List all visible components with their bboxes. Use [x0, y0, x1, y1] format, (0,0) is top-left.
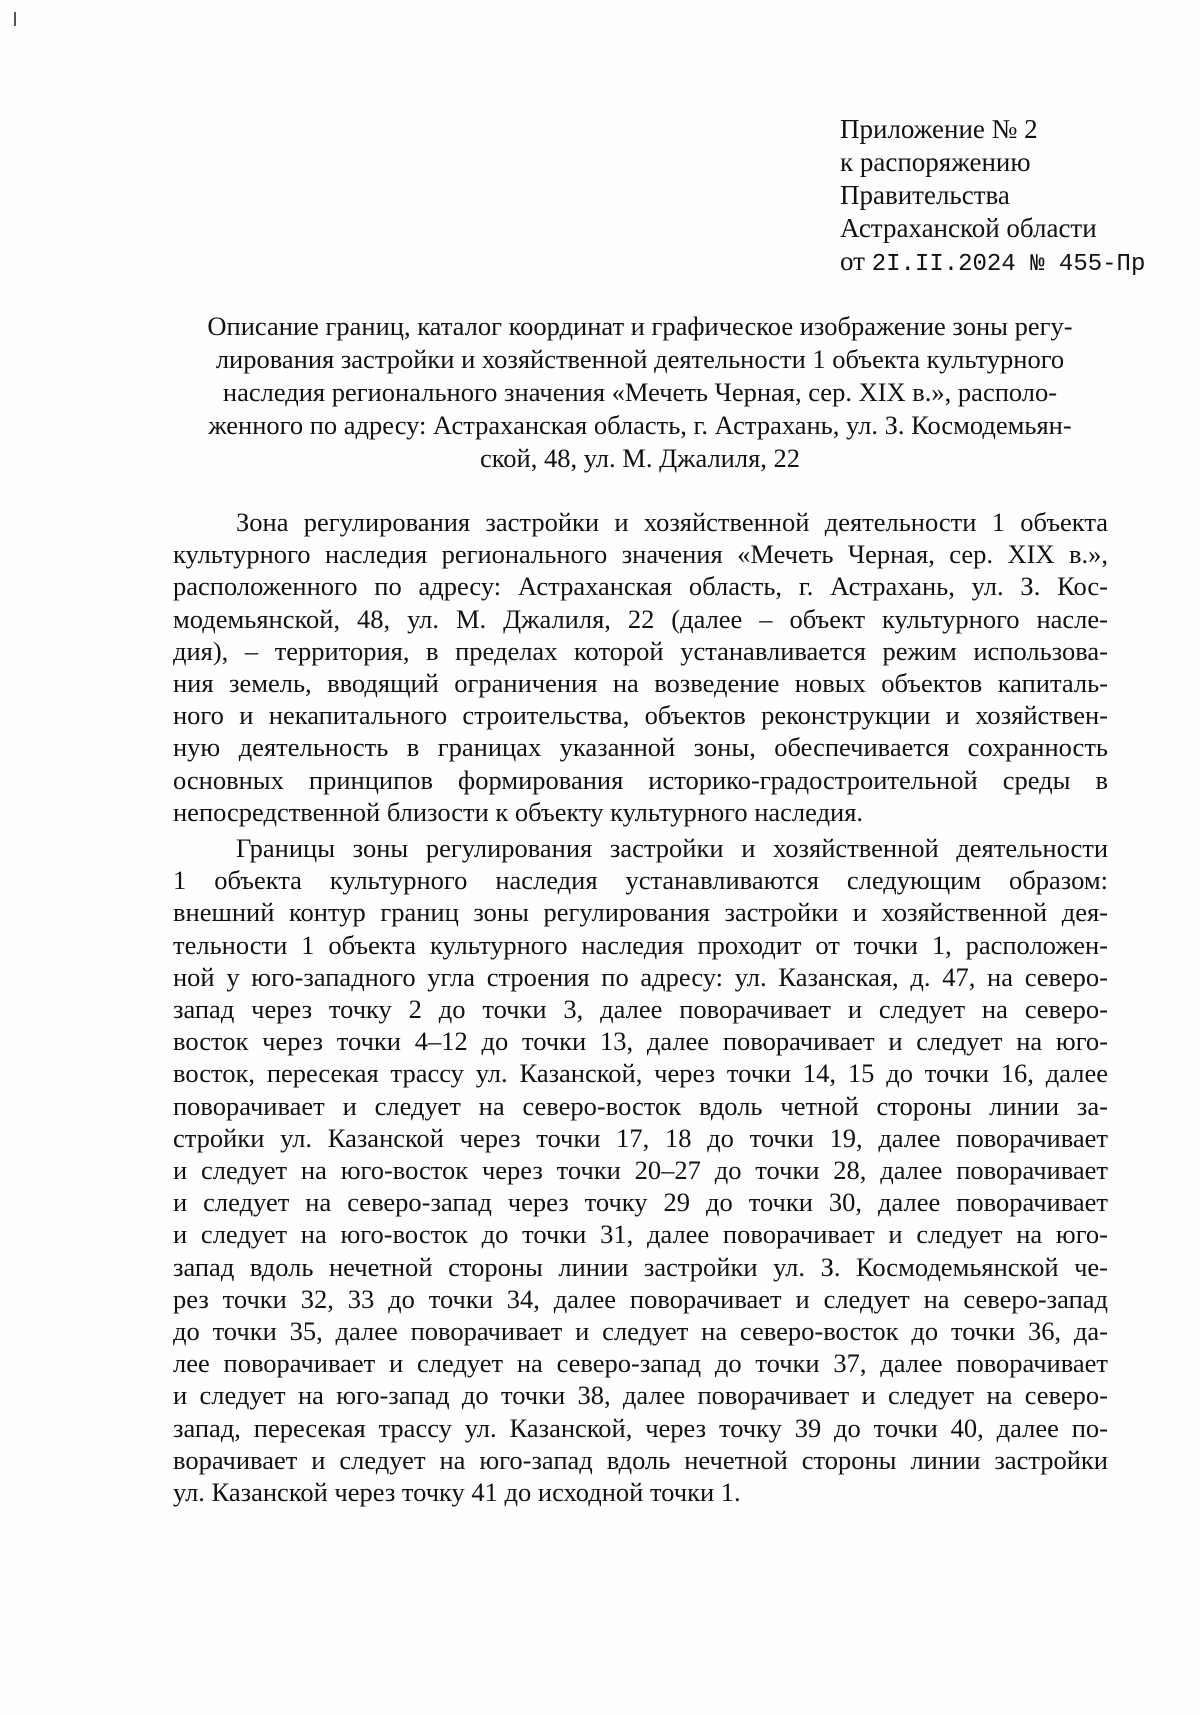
attachment-line-1: Приложение № 2 — [840, 114, 1038, 144]
text-line: Зона регулирования застройки и хозяйственной деятельности 1 объекта — [236, 507, 1108, 537]
title-line: Описание границ, каталог координат и графическое изображение зоны регу- — [207, 311, 1073, 341]
text-line: расположенного по адресу: Астраханская область, г. Астрахань, ул. З. Кос- — [173, 571, 1108, 602]
attachment-line-2: к распоряжению — [840, 147, 1031, 177]
text-line: тельности 1 объекта культурного наследия проходит от точки 1, расположен- — [173, 929, 1108, 960]
title-line: женного по адресу: Астраханская область, г. Астрахань, ул. З. Космодемьян- — [208, 410, 1072, 440]
text-line: стройки ул. Казанской через точки 17, 18 до точки 19, далее поворачивает — [173, 1122, 1108, 1153]
text-line: и следует на северо-запад через точку 29 до точки 30, далее поворачивает — [173, 1187, 1108, 1218]
date-number: 2I.II.2024 № 455-Пр — [871, 251, 1146, 278]
document-title — [175, 310, 1105, 475]
text-line: восток, пересекая трассу ул. Казанской, через точки 14, 15 до точки 16, далее — [173, 1058, 1108, 1089]
date-prefix: от — [840, 246, 872, 276]
text-line: внешний контур границ зоны регулирования застройки и хозяйственной дея- — [173, 897, 1108, 928]
text-line: модемьянской, 48, ул. М. Джалиля, 22 (далее – объект культурного насле- — [173, 603, 1108, 634]
paragraph-2 — [173, 832, 1108, 1508]
text-line: лее поворачивает и следует на северо-запад до точки 37, далее поворачивает — [173, 1348, 1108, 1379]
text-line: основных принципов формирования историко-градостроительной среды в — [173, 764, 1108, 795]
attachment-header — [840, 113, 1145, 281]
text-line: запад вдоль нечетной стороны линии застройки ул. З. Космодемьянской че- — [173, 1251, 1108, 1282]
text-line: Границы зоны регулирования застройки и хозяйственной деятельности — [236, 833, 1108, 864]
scan-mark — [14, 12, 16, 26]
text-line: запад, пересекая трассу ул. Казанской, через точку 39 до точки 40, далее по- — [173, 1412, 1108, 1443]
text-line: ной у юго-западного угла строения по адресу: ул. Казанская, д. 47, на северо- — [173, 961, 1108, 992]
text-line: ворачивает и следует на юго-запад вдоль нечетной стороны линии застройки — [173, 1444, 1108, 1475]
title-line: наследия регионального значения «Мечеть Черная, сер. XIX в.», располо- — [222, 377, 1058, 407]
text-line: и следует на юго-запад до точки 38, далее поворачивает и следует на северо- — [173, 1380, 1108, 1411]
text-line: и следует на юго-восток через точки 20–27 до точки 28, далее поворачивает — [173, 1155, 1108, 1186]
title-line: лирования застройки и хозяйственной деятельности 1 объекта культурного — [215, 344, 1065, 374]
text-line: культурного наследия регионального значения «Мечеть Черная, сер. XIX в.», — [173, 539, 1108, 570]
text-line: ул. Казанской через точку 41 до исходной точки 1. — [173, 1477, 741, 1508]
text-line: поворачивает и следует на северо-восток вдоль четной стороны линии за- — [173, 1090, 1108, 1121]
text-line: до точки 35, далее поворачивает и следует на северо-восток до точки 36, да- — [173, 1316, 1108, 1347]
text-line: 1 объекта культурного наследия устанавливаются следующим образом: — [173, 865, 1108, 896]
text-line: восток через точки 4–12 до точки 13, далее поворачивает и следует на юго- — [173, 1026, 1108, 1057]
text-line: ную деятельность в границах указанной зоны, обеспечивается сохранность — [173, 732, 1108, 763]
attachment-line-4: Астраханской области — [840, 213, 1097, 243]
text-line: рез точки 32, 33 до точки 34, далее поворачивает и следует на северо-запад — [173, 1283, 1108, 1314]
title-line: ской, 48, ул. М. Джалиля, 22 — [479, 443, 801, 473]
paragraph-1 — [173, 506, 1108, 828]
text-line: дия), – территория, в пределах которой устанавливается режим использова- — [173, 635, 1108, 666]
attachment-date-line — [840, 245, 1145, 281]
text-line: запад через точку 2 до точки 3, далее поворачивает и следует на северо- — [173, 994, 1108, 1025]
text-line: ния земель, вводящий ограничения на возведение новых объектов капиталь- — [173, 668, 1108, 699]
body-text — [173, 506, 1108, 1508]
text-line: и следует на юго-восток до точки 31, далее поворачивает и следует на юго- — [173, 1219, 1108, 1250]
text-line: непосредственной близости к объекту культурного наследия. — [173, 796, 864, 827]
text-line: ного и некапитального строительства, объектов реконструкции и хозяйствен- — [173, 700, 1108, 731]
attachment-line-3: Правительства — [840, 180, 1010, 210]
